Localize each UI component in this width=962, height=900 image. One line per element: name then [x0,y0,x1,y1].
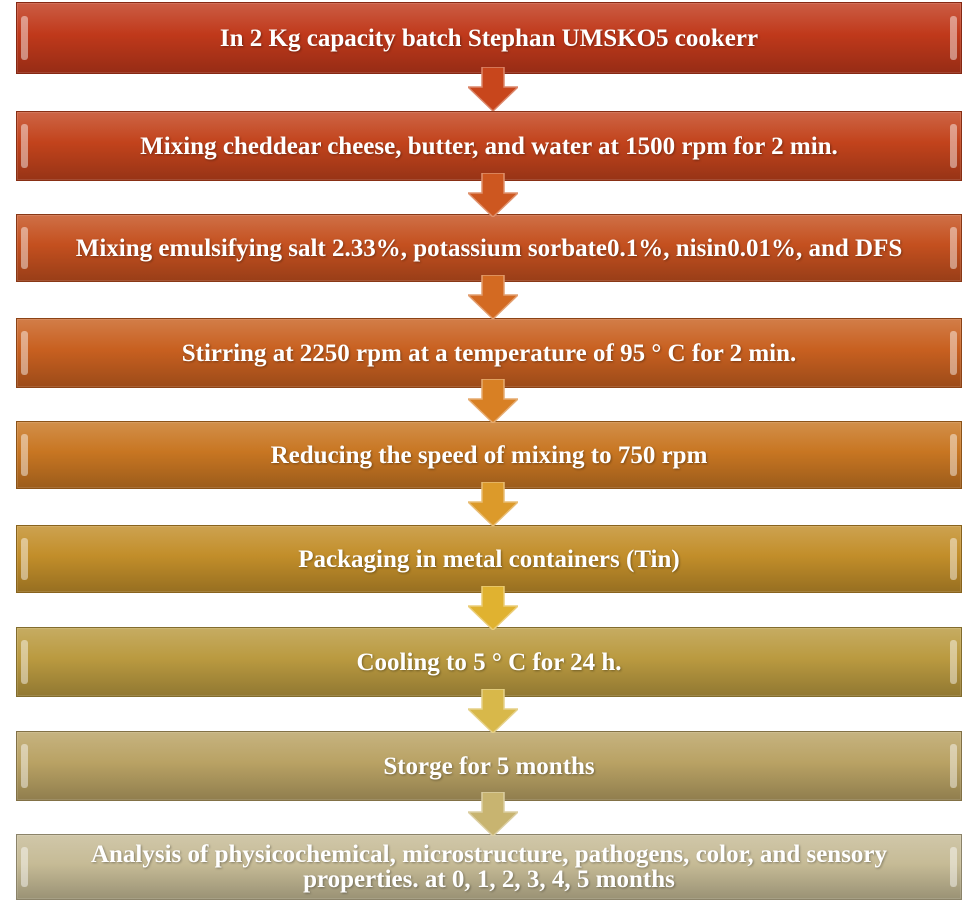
bevel-right [950,744,957,788]
bevel-right [950,227,957,269]
down-arrow-icon [468,689,518,733]
down-arrow-icon [468,586,518,630]
down-arrow-icon [468,482,518,526]
bevel-left [21,227,28,269]
bevel-right [950,124,957,168]
bevel-left [21,538,28,580]
down-arrow-icon [468,792,518,836]
bevel-left [21,640,28,684]
step-9-label: Analysis of physicochemical, microstructure, pathogens, color, and sensory properties. at 0, 1, 2, 3, 4, 5 months [90,841,888,893]
bevel-right [950,847,957,888]
step-4-label: Stirring at 2250 rpm at a temperature of 95 ° C for 2 min. [181,339,797,367]
bevel-left [21,331,28,375]
step-1-label: In 2 Kg capacity batch Stephan UMSKO5 cookerr [219,24,759,52]
bevel-right [950,434,957,476]
bevel-right [950,640,957,684]
down-arrow-icon [468,67,518,111]
down-arrow-icon [468,379,518,423]
step-1-box [16,2,962,74]
bevel-left [21,847,28,888]
step-2-label: Mixing cheddear cheese, butter, and water at 1500 rpm for 2 min. [140,132,838,160]
down-arrow-icon [468,173,518,217]
step-9-box [16,834,962,900]
step-4-box [16,318,962,388]
step-5-box [16,421,962,489]
bevel-left [21,16,28,61]
bevel-left [21,124,28,168]
step-6-label: Packaging in metal containers (Tin) [298,545,680,573]
down-arrow-icon [468,275,518,319]
step-3-box [16,214,962,282]
bevel-right [950,331,957,375]
step-5-label: Reducing the speed of mixing to 750 rpm [270,441,708,469]
bevel-left [21,434,28,476]
step-7-label: Cooling to 5 ° C for 24 h. [356,648,622,676]
step-8-box [16,731,962,801]
step-8-label: Storge for 5 months [383,752,595,780]
step-6-box [16,525,962,593]
step-3-label: Mixing emulsifying salt 2.33%, potassium sorbate0.1%, nisin0.01%, and DFS [75,234,903,262]
step-2-box [16,111,962,181]
step-7-box [16,627,962,697]
bevel-left [21,744,28,788]
bevel-right [950,538,957,580]
bevel-right [950,16,957,61]
